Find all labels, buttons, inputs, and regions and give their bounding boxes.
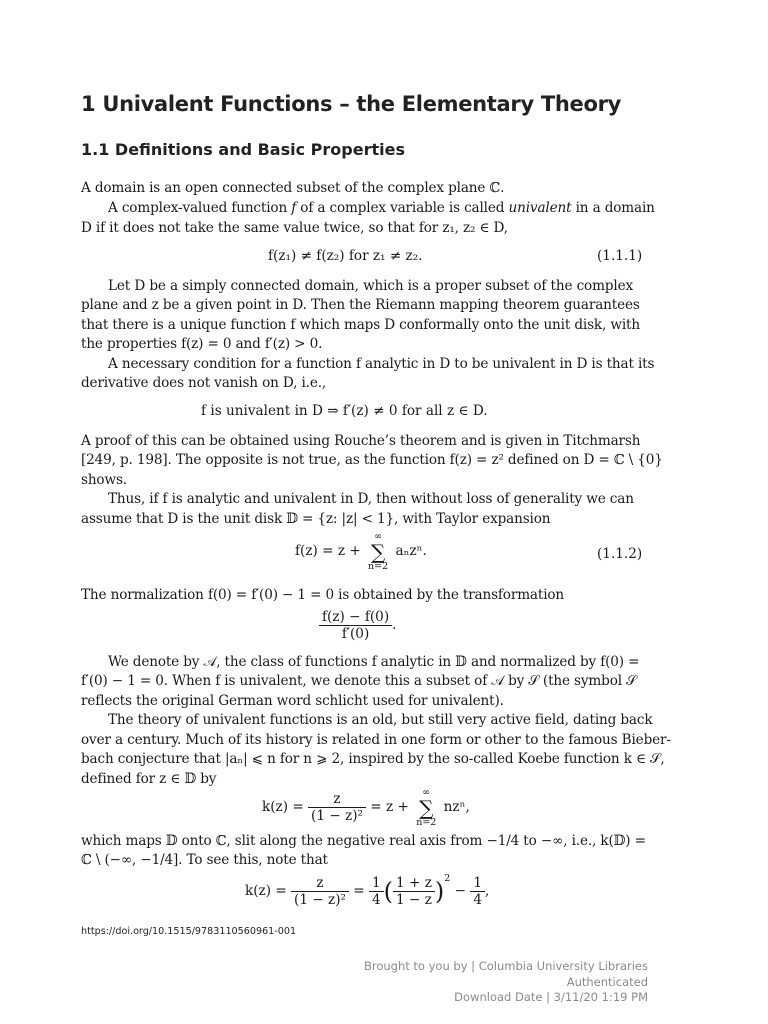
equation-1-1-2: f(z) = z + ∞ ∑ n=2 aₙzⁿ.	[295, 531, 427, 572]
equation-number: (1.1.1)	[597, 248, 643, 264]
text-line: derivative does not vanish on D, i.e.,	[81, 375, 327, 391]
text-line: assume that D is the unit disk 𝔻 = {z: |z| < 1}, with Taylor expansion	[81, 511, 551, 527]
normalization-fraction: $\frac{f(z) - f(0)}{f'(0)}$ .	[319, 609, 396, 642]
text-line: A domain is an open connected subset of the complex plane ℂ.	[81, 180, 505, 196]
text-line: [249, p. 198]. The opposite is not true, as the function f(z) = z² defined on D = ℂ \ {0}	[81, 452, 663, 468]
text-line: A proof of this can be obtained using Rouche’s theorem and is given in Titchmarsh	[81, 433, 641, 449]
text-line: D if it does not take the same value twice, so that for z₁, z₂ ∈ D,	[81, 220, 508, 236]
summation-symbol: ∞ ∑ n=2	[368, 531, 389, 572]
text-line: bach conjecture that |aₙ| ⩽ n for n ⩾ 2, inspired by the so-called Koebe function k ∈ 𝒮,	[81, 751, 665, 767]
summation-symbol: ∞ ∑ n=2	[416, 787, 437, 828]
text-line: The theory of univalent functions is an old, but still very active field, dating back	[108, 712, 653, 728]
koebe-identity: k(z) = $\frac{z}{\text{(1 − z)²}}$ = $\frac{1}{4}$ ( $\frac{1 + z}{1 - z}$ )$^2$ − $\frac{1}{4}$ ,	[245, 873, 490, 908]
doi-link[interactable]: https://doi.org/10.1515/9783110560961-001	[81, 926, 297, 937]
text-line: A complex-valued function f of a complex variable is called univalent in a domain	[108, 200, 655, 216]
footer-line: Brought to you by | Columbia University Libraries	[363, 959, 648, 973]
koebe-equation: k(z) = $\frac{z}{\text{(1 − z)²}}$ = z + ∞ ∑ n=2 nzⁿ,	[262, 787, 470, 828]
text-line: which maps 𝔻 onto ℂ, slit along the negative real axis from −1/4 to −∞, i.e., k(𝔻) =	[81, 833, 646, 849]
text-line: plane and z be a given point in D. Then the Riemann mapping theorem guarantees	[81, 297, 640, 313]
equation-implication: f is univalent in D ⇒ f′(z) ≠ 0 for all z ∈ D.	[201, 403, 488, 419]
text-line: defined for z ∈ 𝔻 by	[81, 771, 217, 787]
text-line: reflects the original German word schlicht used for univalent).	[81, 693, 504, 709]
text-line: A necessary condition for a function f analytic in D to be univalent in D is that its	[108, 356, 655, 372]
equation-number: (1.1.2)	[597, 546, 643, 562]
equation-1-1-1: f(z₁) ≠ f(z₂) for z₁ ≠ z₂.	[268, 248, 423, 264]
footer-line: Authenticated	[566, 975, 648, 989]
footer-line: Download Date | 3/11/20 1:19 PM	[454, 990, 648, 1004]
text-line: We denote by 𝒜, the class of functions f analytic in 𝔻 and normalized by f(0) =	[108, 654, 640, 670]
text-line: ℂ \ (−∞, −1/4]. To see this, note that	[81, 852, 328, 868]
text-line: The normalization f(0) = f′(0) − 1 = 0 is obtained by the transformation	[81, 587, 565, 603]
text-line: over a century. Much of its history is related in one form or other to the famous Bieber-	[81, 732, 671, 748]
text-line: f′(0) − 1 = 0. When f is univalent, we denote this a subset of 𝒜 by 𝒮 (the symbol 𝒮	[81, 673, 637, 689]
section-title: 1.1 Definitions and Basic Properties	[81, 140, 405, 159]
text-line: the properties f(z) = 0 and f′(z) > 0.	[81, 336, 323, 352]
text-line: shows.	[81, 472, 127, 488]
text-line: Let D be a simply connected domain, which is a proper subset of the complex	[108, 278, 633, 294]
chapter-title: 1 Univalent Functions – the Elementary Theory	[81, 92, 622, 116]
text-line: that there is a unique function f which maps D conformally onto the unit disk, with	[81, 317, 640, 333]
text-line: Thus, if f is analytic and univalent in D, then without loss of generality we can	[108, 491, 634, 507]
